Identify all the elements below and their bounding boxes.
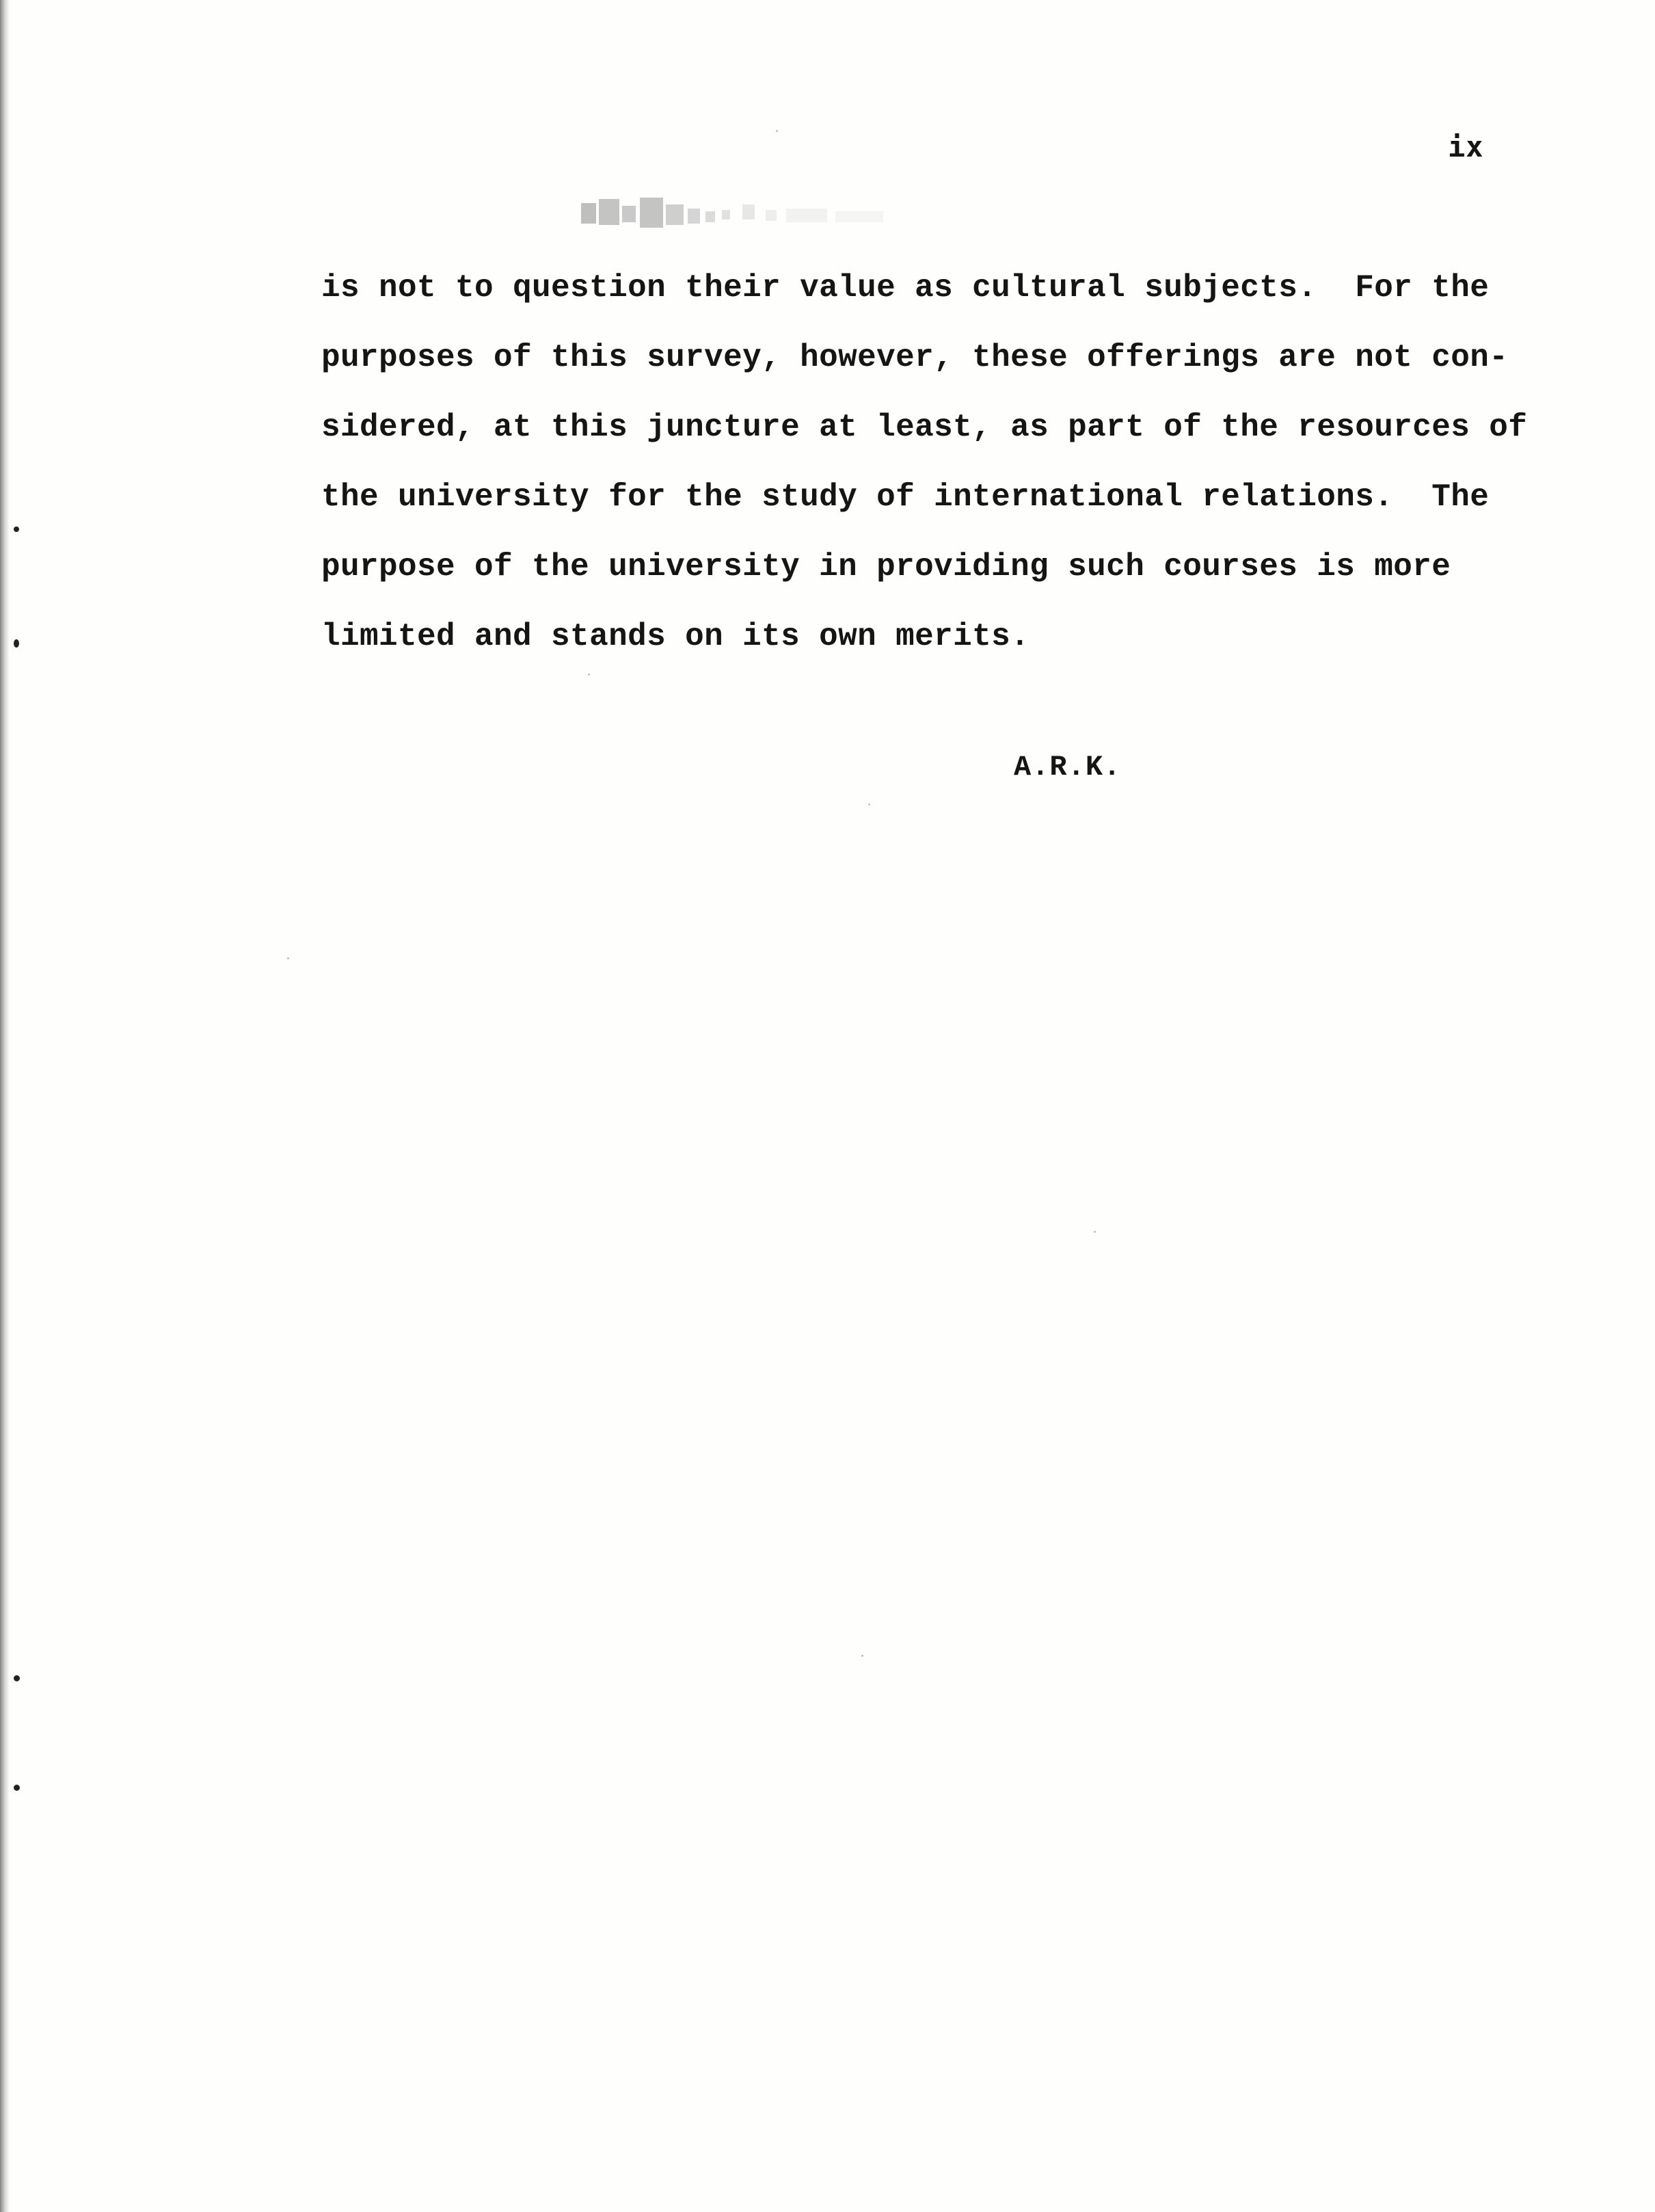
- scan-left-edge: [0, 0, 10, 2212]
- signature-initials: A.R.K.: [1014, 751, 1122, 784]
- edge-speck: [14, 1675, 20, 1681]
- edge-speck: [14, 527, 19, 532]
- edge-speck: [14, 1785, 20, 1791]
- edge-speck: [14, 639, 19, 648]
- body-line: is not to question their value as cultural subjects. For the: [321, 270, 1490, 306]
- page-number: ix: [1448, 130, 1484, 163]
- paper-speck: [868, 803, 870, 805]
- body-line: purposes of this survey, however, these offerings are not con-: [321, 340, 1509, 375]
- body-line: sidered, at this juncture at least, as part of the resources of: [321, 410, 1528, 445]
- paper-speck: [1094, 1231, 1096, 1233]
- body-line: limited and stands on its own merits.: [321, 619, 1030, 654]
- paper-speck: [287, 957, 289, 959]
- body-line: the university for the study of international relations. The: [321, 479, 1490, 515]
- paper-speck: [861, 1655, 863, 1657]
- ink-smudge: [581, 195, 902, 243]
- paper-speck: [588, 674, 590, 676]
- body-paragraph: [321, 263, 1528, 682]
- paper-speck: [776, 130, 778, 132]
- body-line: purpose of the university in providing such courses is more: [321, 549, 1451, 585]
